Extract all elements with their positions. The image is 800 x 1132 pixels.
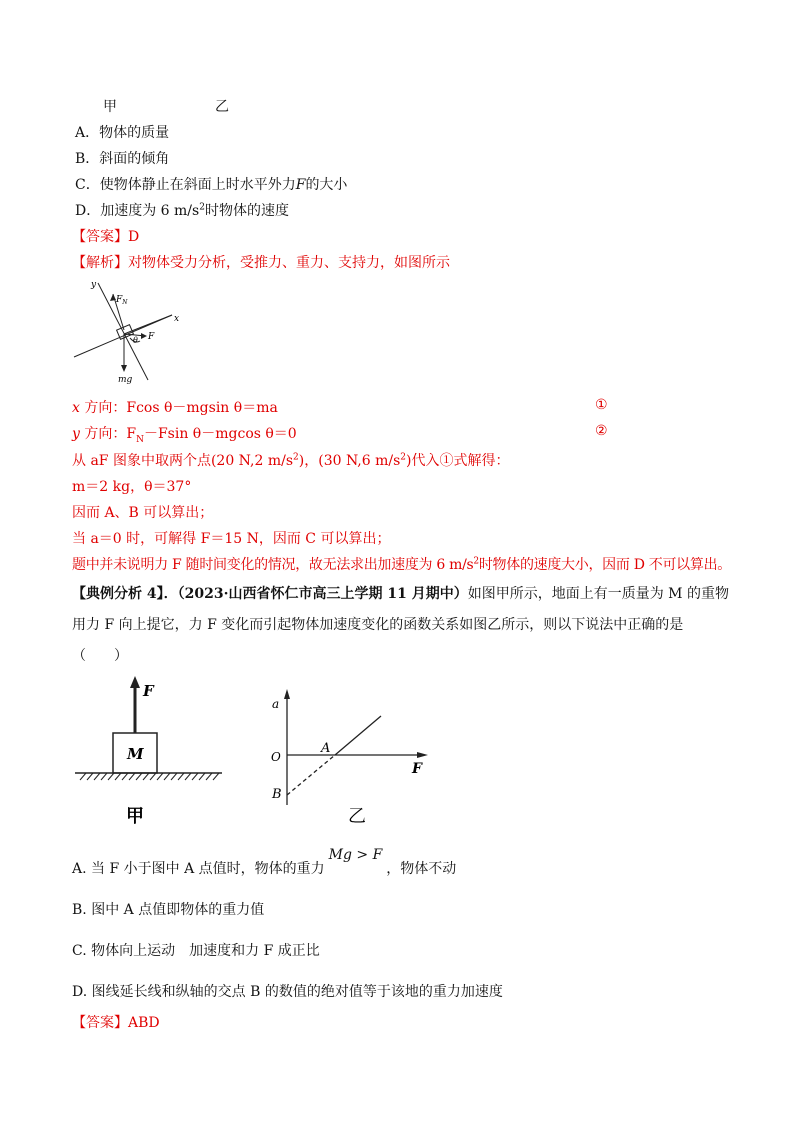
diagram-f-label: F [148, 332, 155, 342]
option-c-var: F [295, 177, 306, 193]
option-d-sup: 2 [199, 202, 205, 213]
option-c-pre: C．使物体静止在斜面上时水平外力 [75, 177, 296, 193]
diagram-mg-label: mg [118, 375, 133, 385]
eq1-rest: 方向：Fcos θ－mgsin θ＝ma [79, 400, 278, 416]
answer2-value: ABD [128, 1015, 160, 1031]
eq2-dir: y [72, 426, 80, 442]
sol-l5-post: 时物体的速度大小，因而 D 不可以算出。 [478, 557, 731, 573]
analysis-tag: 【解析】 [72, 255, 128, 271]
yi-caption: 乙 [348, 806, 366, 827]
diagram-fn-sub: N [122, 299, 128, 306]
answer-tag: 【答案】 [72, 229, 128, 245]
jia-force-label: F [143, 682, 154, 700]
option-c-post: 的大小 [305, 177, 348, 193]
solution-line-4: 当 a＝0 时，可解得 F＝15 N，因而 C 可以算出； [72, 531, 391, 547]
eq2-sub: N [136, 434, 144, 445]
equation-2-number: ② [595, 423, 608, 439]
option-a: A．物体的质量 [75, 125, 170, 141]
sol-l5-pre: 题中并未说明力 F 随时间变化的情况，故无法求出加速度为 6 m/s [72, 557, 474, 573]
option2-b: B. 图中 A 点值即物体的重力值 [72, 902, 265, 918]
option2-a-post: ，物体不动 [386, 861, 457, 877]
option2-c: C. 物体向上运动 加速度和力 F 成正比 [72, 943, 320, 959]
option2-a-pre: A. 当 F 小于图中 A 点值时，物体的重力 [72, 861, 325, 877]
option2-d: D. 图线延长线和纵轴的交点 B 的数值的绝对值等于该地的重力加速度 [72, 984, 503, 1000]
option-b: B．斜面的倾角 [75, 151, 170, 167]
diagram-y-label: y [91, 280, 97, 290]
sol-l1-post: )代入①式解得： [406, 453, 510, 469]
diagram-x-label: x [174, 314, 180, 324]
eq1-dir: x [72, 400, 80, 416]
solution-line-2: m＝2 kg，θ＝37° [72, 479, 192, 495]
example-text-1: 如图甲所示，地面上有一质量为 M 的重物 [467, 586, 729, 602]
example-tag: 【典例分析 4】． [72, 586, 178, 602]
sol-l1-sup1: 2 [293, 452, 299, 463]
sol-l1-mid: )，(30 N,6 m/s [298, 453, 401, 469]
option2-a [72, 847, 457, 878]
solution-line-3: 因而 A、B 可以算出； [72, 505, 214, 521]
example-4-line-2: 用力 F 向上提它，力 F 变化而引起物体加速度变化的函数关系如图乙所示，则以下说法中正确的是 [72, 617, 684, 633]
answer-2 [72, 1012, 160, 1032]
equation-1-number: ① [595, 397, 608, 413]
yi-o-label: O [271, 750, 281, 764]
eq2-rest: 方向：F [79, 426, 137, 442]
example-4-paren: （ ） [72, 648, 128, 664]
option-d-post: 时物体的速度 [204, 203, 289, 219]
yi-a-label: a [272, 697, 280, 711]
answer-value: D [128, 229, 140, 245]
sol-l1-sup2: 2 [400, 452, 407, 463]
yi-B-label: B [272, 787, 282, 802]
analysis-text: 对物体受力分析，受推力、重力、支持力，如图所示 [128, 255, 450, 271]
eq2-tail: －Fsin θ－mgcos θ＝0 [143, 426, 297, 442]
jia-caption: 甲 [126, 806, 144, 827]
option2-a-formula: Mg > F [328, 847, 383, 863]
sol-l5-sup: 2 [473, 556, 479, 567]
label-jia: 甲 [103, 99, 117, 115]
option-d-pre: D．加速度为 6 m/s [75, 203, 200, 219]
answer2-tag: 【答案】 [72, 1015, 128, 1031]
diagram-theta-label: θ [133, 336, 138, 345]
yi-F-label: F [412, 761, 422, 777]
jia-mass-label: M [127, 745, 144, 763]
sol-l1-pre: 从 aF 图象中取两个点(20 N,2 m/s [72, 453, 294, 469]
yi-A-label: A [321, 741, 331, 756]
label-yi: 乙 [215, 99, 229, 115]
diagram-fn-f: F [116, 295, 123, 305]
example-source: （2023·山西省怀仁市高三上学期 11 月期中） [177, 586, 468, 602]
